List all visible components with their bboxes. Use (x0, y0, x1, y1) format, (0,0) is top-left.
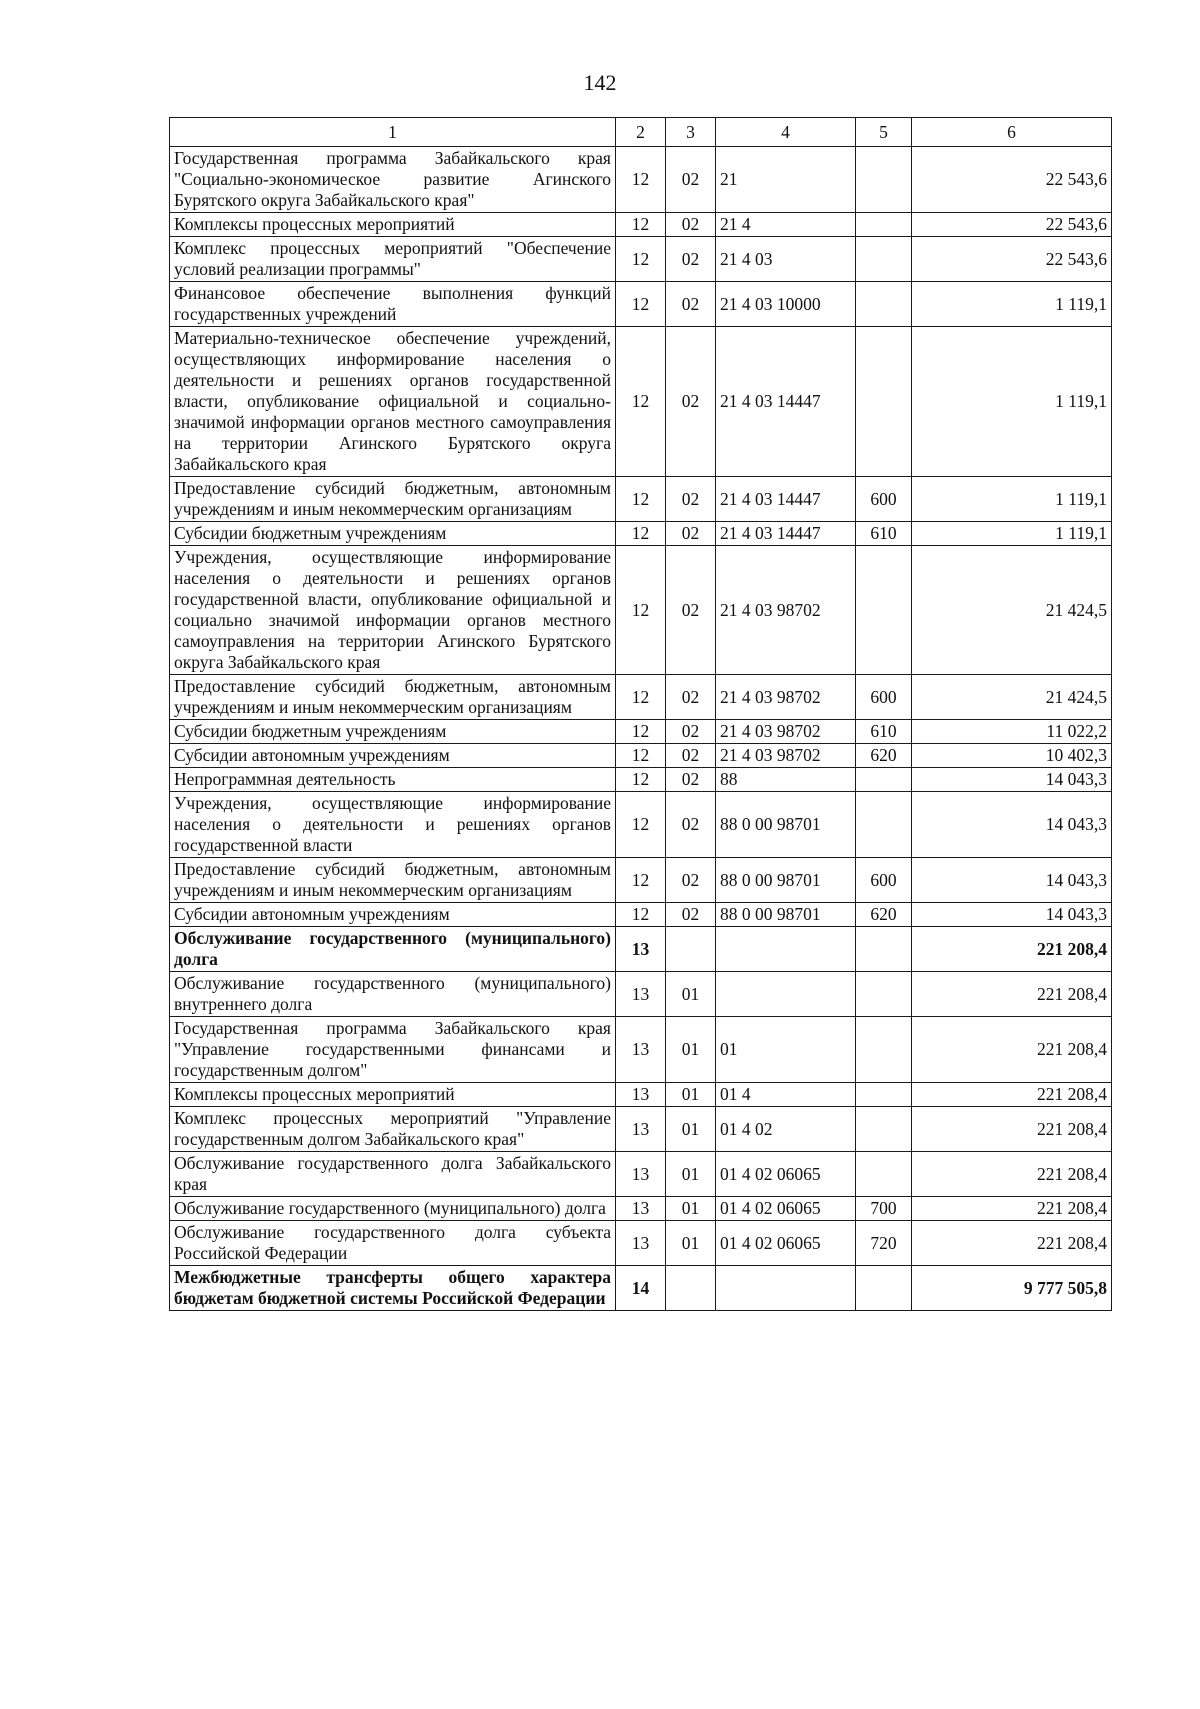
expense-type-cell (856, 213, 912, 237)
section-code-cell: 12 (616, 477, 666, 522)
subsection-code-cell: 02 (666, 477, 716, 522)
target-article-cell: 21 4 03 98702 (716, 675, 856, 720)
column-header-1: 1 (170, 118, 616, 147)
table-row (170, 768, 1112, 792)
expense-type-cell (856, 768, 912, 792)
amount-cell: 221 208,4 (912, 927, 1112, 972)
section-code-cell: 14 (616, 1266, 666, 1311)
target-article-cell: 21 4 03 98702 (716, 720, 856, 744)
subsection-code-cell: 02 (666, 282, 716, 327)
table-row (170, 972, 1112, 1017)
subsection-code-cell: 02 (666, 675, 716, 720)
expense-type-cell (856, 1017, 912, 1083)
target-article-cell (716, 1266, 856, 1311)
subsection-code-cell: 02 (666, 720, 716, 744)
expense-type-cell (856, 927, 912, 972)
section-code-cell: 12 (616, 744, 666, 768)
amount-cell: 14 043,3 (912, 858, 1112, 903)
section-code-cell: 12 (616, 858, 666, 903)
section-code-cell: 12 (616, 522, 666, 546)
target-article-cell: 21 4 03 98702 (716, 546, 856, 675)
section-code-cell: 12 (616, 768, 666, 792)
row-name-cell: Субсидии автономным учреждениям (170, 903, 616, 927)
amount-cell: 21 424,5 (912, 546, 1112, 675)
expense-type-cell: 600 (856, 858, 912, 903)
section-code-cell: 13 (616, 1197, 666, 1221)
amount-cell: 221 208,4 (912, 1197, 1112, 1221)
expense-type-cell: 720 (856, 1221, 912, 1266)
table-row (170, 1152, 1112, 1197)
subsection-code-cell: 01 (666, 1197, 716, 1221)
row-name-cell: Государственная программа Забайкальского края "Управление государственными финансами и государственным долгом" (170, 1017, 616, 1083)
target-article-cell: 21 4 03 10000 (716, 282, 856, 327)
amount-cell: 22 543,6 (912, 147, 1112, 213)
target-article-cell: 88 0 00 98701 (716, 903, 856, 927)
amount-cell: 1 119,1 (912, 282, 1112, 327)
row-name-cell: Обслуживание государственного (муниципального) долга (170, 1197, 616, 1221)
table-row (170, 792, 1112, 858)
target-article-cell: 01 4 02 (716, 1107, 856, 1152)
subsection-code-cell: 02 (666, 237, 716, 282)
section-code-cell: 13 (616, 1107, 666, 1152)
amount-cell: 221 208,4 (912, 1152, 1112, 1197)
target-article-cell: 21 4 03 98702 (716, 744, 856, 768)
target-article-cell (716, 927, 856, 972)
amount-cell: 22 543,6 (912, 213, 1112, 237)
target-article-cell: 88 0 00 98701 (716, 858, 856, 903)
row-name-cell: Предоставление субсидий бюджетным, автономным учреждениям и иным некоммерческим организациям (170, 477, 616, 522)
table-row (170, 546, 1112, 675)
row-name-cell: Непрограммная деятельность (170, 768, 616, 792)
row-name-cell: Государственная программа Забайкальского края "Социально-экономическое развитие Агинского Бурятского округа Забайкальского края" (170, 147, 616, 213)
expense-type-cell (856, 792, 912, 858)
expense-type-cell: 610 (856, 522, 912, 546)
amount-cell: 11 022,2 (912, 720, 1112, 744)
amount-cell: 221 208,4 (912, 1017, 1112, 1083)
row-name-cell: Субсидии бюджетным учреждениям (170, 720, 616, 744)
row-name-cell: Материально-техническое обеспечение учреждений, осуществляющих информирование населения о деятельности и решениях органов государственной власти, опубликование официальной и социально-значимой информации органов местного самоуправления на территории Агинского Бурятского округа Забайкальского края (170, 327, 616, 477)
subsection-code-cell (666, 927, 716, 972)
table-row (170, 477, 1112, 522)
table-row (170, 1221, 1112, 1266)
expense-type-cell (856, 1083, 912, 1107)
amount-cell: 14 043,3 (912, 792, 1112, 858)
subsection-code-cell (666, 1266, 716, 1311)
section-code-cell: 12 (616, 720, 666, 744)
row-name-cell: Предоставление субсидий бюджетным, автономным учреждениям и иным некоммерческим организациям (170, 858, 616, 903)
table-row (170, 147, 1112, 213)
subsection-code-cell: 01 (666, 1152, 716, 1197)
column-header-3: 3 (666, 118, 716, 147)
row-name-cell: Межбюджетные трансферты общего характера бюджетам бюджетной системы Российской Федерации (170, 1266, 616, 1311)
table-row (170, 1266, 1112, 1311)
expense-type-cell (856, 972, 912, 1017)
table-row (170, 927, 1112, 972)
table-row (170, 1083, 1112, 1107)
table-row (170, 237, 1112, 282)
subsection-code-cell: 02 (666, 522, 716, 546)
row-name-cell: Учреждения, осуществляющие информирование населения о деятельности и решениях органов государственной власти (170, 792, 616, 858)
subsection-code-cell: 01 (666, 1107, 716, 1152)
section-code-cell: 12 (616, 282, 666, 327)
subsection-code-cell: 02 (666, 903, 716, 927)
section-code-cell: 12 (616, 213, 666, 237)
table-row (170, 1197, 1112, 1221)
target-article-cell: 21 4 03 14447 (716, 477, 856, 522)
expense-type-cell: 600 (856, 477, 912, 522)
row-name-cell: Финансовое обеспечение выполнения функций государственных учреждений (170, 282, 616, 327)
table-row (170, 1107, 1112, 1152)
table-row (170, 213, 1112, 237)
amount-cell: 1 119,1 (912, 477, 1112, 522)
amount-cell: 221 208,4 (912, 1221, 1112, 1266)
table-row (170, 522, 1112, 546)
table-row (170, 675, 1112, 720)
expense-type-cell (856, 546, 912, 675)
section-code-cell: 13 (616, 1152, 666, 1197)
row-name-cell: Комплекс процессных мероприятий "Управление государственным долгом Забайкальского края" (170, 1107, 616, 1152)
target-article-cell: 01 4 02 06065 (716, 1221, 856, 1266)
row-name-cell: Предоставление субсидий бюджетным, автономным учреждениям и иным некоммерческим организациям (170, 675, 616, 720)
target-article-cell: 21 4 03 14447 (716, 522, 856, 546)
column-header-6: 6 (912, 118, 1112, 147)
row-name-cell: Обслуживание государственного долга субъекта Российской Федерации (170, 1221, 616, 1266)
section-code-cell: 13 (616, 1083, 666, 1107)
subsection-code-cell: 01 (666, 1083, 716, 1107)
subsection-code-cell: 02 (666, 792, 716, 858)
row-name-cell: Учреждения, осуществляющие информирование населения о деятельности и решениях органов государственной власти, опубликование официальной и социально значимой информации органов местного самоуправления на территории Агинского Бурятского округа Забайкальского края (170, 546, 616, 675)
expense-type-cell (856, 237, 912, 282)
target-article-cell: 01 4 02 06065 (716, 1152, 856, 1197)
row-name-cell: Обслуживание государственного долга Забайкальского края (170, 1152, 616, 1197)
column-header-5: 5 (856, 118, 912, 147)
target-article-cell: 01 4 02 06065 (716, 1197, 856, 1221)
section-code-cell: 13 (616, 972, 666, 1017)
subsection-code-cell: 01 (666, 1221, 716, 1266)
expense-type-cell: 620 (856, 744, 912, 768)
target-article-cell: 21 4 03 14447 (716, 327, 856, 477)
expense-type-cell (856, 1266, 912, 1311)
table-row (170, 858, 1112, 903)
target-article-cell: 21 (716, 147, 856, 213)
expense-type-cell (856, 1152, 912, 1197)
expense-type-cell (856, 1107, 912, 1152)
subsection-code-cell: 02 (666, 744, 716, 768)
amount-cell: 221 208,4 (912, 972, 1112, 1017)
table-row (170, 327, 1112, 477)
row-name-cell: Обслуживание государственного (муниципального) внутреннего долга (170, 972, 616, 1017)
section-code-cell: 12 (616, 546, 666, 675)
subsection-code-cell: 02 (666, 768, 716, 792)
section-code-cell: 13 (616, 927, 666, 972)
section-code-cell: 12 (616, 147, 666, 213)
subsection-code-cell: 01 (666, 1017, 716, 1083)
page-number: 142 (583, 70, 617, 95)
section-code-cell: 12 (616, 675, 666, 720)
amount-cell: 1 119,1 (912, 522, 1112, 546)
section-code-cell: 13 (616, 1221, 666, 1266)
target-article-cell: 21 4 03 (716, 237, 856, 282)
section-code-cell: 13 (616, 1017, 666, 1083)
expense-type-cell: 610 (856, 720, 912, 744)
target-article-cell: 01 4 (716, 1083, 856, 1107)
amount-cell: 1 119,1 (912, 327, 1112, 477)
subsection-code-cell: 02 (666, 858, 716, 903)
table-body (170, 147, 1112, 1311)
subsection-code-cell: 01 (666, 972, 716, 1017)
budget-table (169, 117, 1112, 1311)
expense-type-cell: 600 (856, 675, 912, 720)
expense-type-cell: 620 (856, 903, 912, 927)
row-name-cell: Комплексы процессных мероприятий (170, 1083, 616, 1107)
row-name-cell: Субсидии бюджетным учреждениям (170, 522, 616, 546)
row-name-cell: Комплексы процессных мероприятий (170, 213, 616, 237)
subsection-code-cell: 02 (666, 546, 716, 675)
table-row (170, 1017, 1112, 1083)
section-code-cell: 12 (616, 792, 666, 858)
row-name-cell: Комплекс процессных мероприятий "Обеспечение условий реализации программы" (170, 237, 616, 282)
table-row (170, 282, 1112, 327)
table-row (170, 744, 1112, 768)
subsection-code-cell: 02 (666, 327, 716, 477)
amount-cell: 10 402,3 (912, 744, 1112, 768)
target-article-cell: 88 0 00 98701 (716, 792, 856, 858)
section-code-cell: 12 (616, 327, 666, 477)
row-name-cell: Субсидии автономным учреждениям (170, 744, 616, 768)
column-header-2: 2 (616, 118, 666, 147)
table-row (170, 720, 1112, 744)
subsection-code-cell: 02 (666, 213, 716, 237)
column-header-4: 4 (716, 118, 856, 147)
expense-type-cell (856, 282, 912, 327)
expense-type-cell (856, 327, 912, 477)
amount-cell: 14 043,3 (912, 903, 1112, 927)
target-article-cell: 01 (716, 1017, 856, 1083)
amount-cell: 221 208,4 (912, 1083, 1112, 1107)
amount-cell: 9 777 505,8 (912, 1266, 1112, 1311)
amount-cell: 21 424,5 (912, 675, 1112, 720)
table-row (170, 903, 1112, 927)
table-header-row (170, 118, 1112, 147)
row-name-cell: Обслуживание государственного (муниципального) долга (170, 927, 616, 972)
section-code-cell: 12 (616, 237, 666, 282)
amount-cell: 14 043,3 (912, 768, 1112, 792)
amount-cell: 22 543,6 (912, 237, 1112, 282)
target-article-cell: 88 (716, 768, 856, 792)
amount-cell: 221 208,4 (912, 1107, 1112, 1152)
expense-type-cell (856, 147, 912, 213)
target-article-cell (716, 972, 856, 1017)
section-code-cell: 12 (616, 903, 666, 927)
target-article-cell: 21 4 (716, 213, 856, 237)
subsection-code-cell: 02 (666, 147, 716, 213)
expense-type-cell: 700 (856, 1197, 912, 1221)
